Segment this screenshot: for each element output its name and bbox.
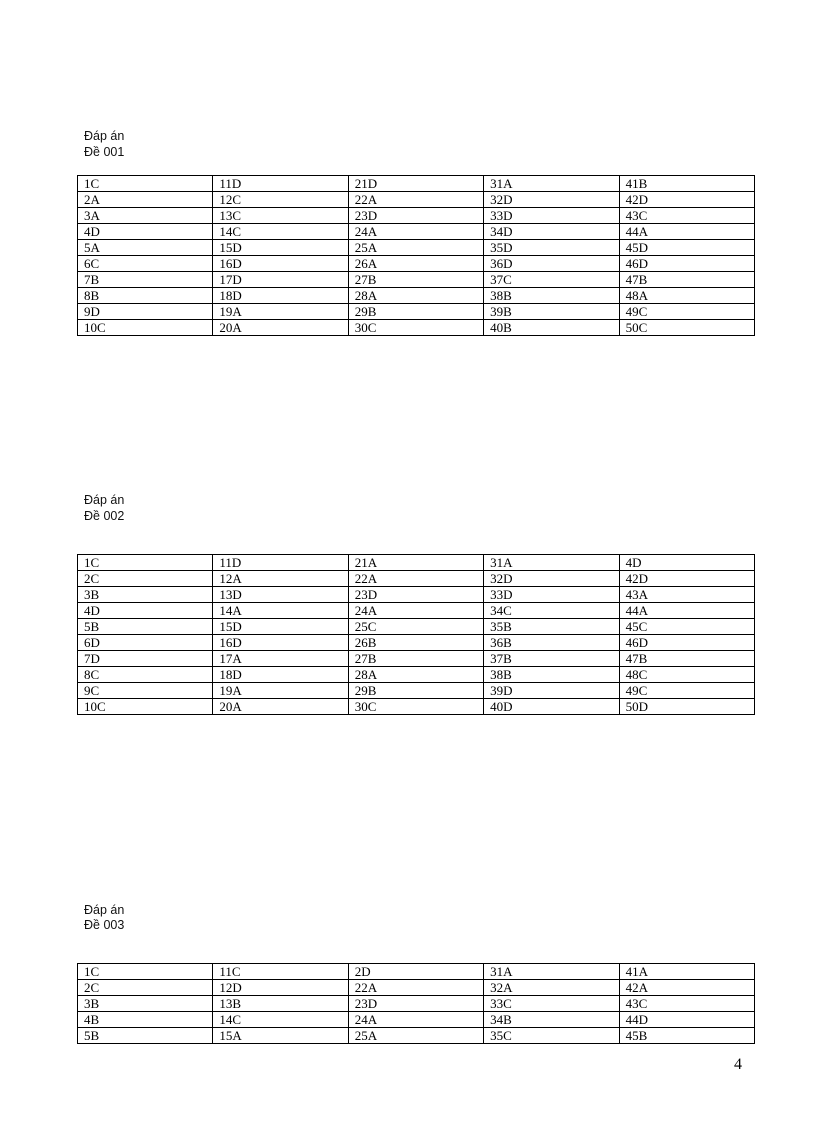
section-heading: Đáp án bbox=[84, 129, 125, 143]
answer-cell: 32D bbox=[484, 192, 619, 208]
answer-cell: 39B bbox=[484, 304, 619, 320]
answer-table bbox=[77, 554, 755, 715]
answer-cell: 20A bbox=[213, 699, 348, 715]
table-row bbox=[78, 683, 755, 699]
answer-cell: 4B bbox=[78, 1012, 213, 1028]
table-row bbox=[78, 272, 755, 288]
answer-cell: 13C bbox=[213, 208, 348, 224]
table-row bbox=[78, 699, 755, 715]
answer-cell: 12C bbox=[213, 192, 348, 208]
answer-cell: 44A bbox=[619, 224, 754, 240]
answer-cell: 42D bbox=[619, 192, 754, 208]
answer-cell: 46D bbox=[619, 635, 754, 651]
answer-cell: 19A bbox=[213, 304, 348, 320]
answer-cell: 24A bbox=[348, 1012, 483, 1028]
answer-cell: 23D bbox=[348, 208, 483, 224]
answer-cell: 33C bbox=[484, 996, 619, 1012]
answer-cell: 33D bbox=[484, 587, 619, 603]
answer-cell: 40D bbox=[484, 699, 619, 715]
answer-cell: 21D bbox=[348, 176, 483, 192]
answer-cell: 47B bbox=[619, 272, 754, 288]
answer-cell: 31A bbox=[484, 964, 619, 980]
answer-cell: 13D bbox=[213, 587, 348, 603]
answer-cell: 24A bbox=[348, 224, 483, 240]
answer-cell: 42A bbox=[619, 980, 754, 996]
answer-cell: 22A bbox=[348, 192, 483, 208]
answer-cell: 5B bbox=[78, 1028, 213, 1044]
answer-cell: 25A bbox=[348, 240, 483, 256]
answer-cell: 4D bbox=[78, 603, 213, 619]
answer-cell: 18D bbox=[213, 288, 348, 304]
answer-cell: 22A bbox=[348, 571, 483, 587]
answer-cell: 49C bbox=[619, 304, 754, 320]
answer-cell: 2A bbox=[78, 192, 213, 208]
answer-cell: 23D bbox=[348, 996, 483, 1012]
answer-cell: 29B bbox=[348, 683, 483, 699]
answer-cell: 2D bbox=[348, 964, 483, 980]
answer-cell: 3A bbox=[78, 208, 213, 224]
answer-cell: 38B bbox=[484, 288, 619, 304]
table-row bbox=[78, 651, 755, 667]
answer-cell: 13B bbox=[213, 996, 348, 1012]
answer-table bbox=[77, 175, 755, 336]
answer-table bbox=[77, 963, 755, 1044]
answer-cell: 11D bbox=[213, 555, 348, 571]
answer-cell: 16D bbox=[213, 635, 348, 651]
answer-cell: 8B bbox=[78, 288, 213, 304]
table-row bbox=[78, 304, 755, 320]
table-row bbox=[78, 176, 755, 192]
answer-cell: 50D bbox=[619, 699, 754, 715]
answer-cell: 35B bbox=[484, 619, 619, 635]
answer-cell: 50C bbox=[619, 320, 754, 336]
answer-cell: 21A bbox=[348, 555, 483, 571]
answer-cell: 47B bbox=[619, 651, 754, 667]
answer-cell: 5A bbox=[78, 240, 213, 256]
answer-cell: 2C bbox=[78, 980, 213, 996]
answer-cell: 40B bbox=[484, 320, 619, 336]
answer-cell: 23D bbox=[348, 587, 483, 603]
answer-cell: 37B bbox=[484, 651, 619, 667]
answer-cell: 11C bbox=[213, 964, 348, 980]
table-row bbox=[78, 240, 755, 256]
answer-cell: 37C bbox=[484, 272, 619, 288]
table-row bbox=[78, 208, 755, 224]
exam-code: Đề 003 bbox=[84, 918, 125, 932]
answer-cell: 36D bbox=[484, 256, 619, 272]
answer-cell: 28A bbox=[348, 667, 483, 683]
table-row bbox=[78, 964, 755, 980]
answer-cell: 4D bbox=[78, 224, 213, 240]
answer-cell: 44D bbox=[619, 1012, 754, 1028]
answer-cell: 27B bbox=[348, 272, 483, 288]
answer-cell: 14C bbox=[213, 224, 348, 240]
answer-cell: 25C bbox=[348, 619, 483, 635]
answer-cell: 11D bbox=[213, 176, 348, 192]
answer-cell: 24A bbox=[348, 603, 483, 619]
answer-cell: 42D bbox=[619, 571, 754, 587]
answer-cell: 45D bbox=[619, 240, 754, 256]
section-heading: Đáp án bbox=[84, 903, 125, 917]
answer-cell: 1C bbox=[78, 176, 213, 192]
answer-cell: 15A bbox=[213, 1028, 348, 1044]
answer-cell: 20A bbox=[213, 320, 348, 336]
table-row bbox=[78, 587, 755, 603]
answer-cell: 36B bbox=[484, 635, 619, 651]
table-row bbox=[78, 996, 755, 1012]
answer-cell: 10C bbox=[78, 320, 213, 336]
answer-cell: 12D bbox=[213, 980, 348, 996]
table-row bbox=[78, 619, 755, 635]
answer-cell: 12A bbox=[213, 571, 348, 587]
answer-cell: 25A bbox=[348, 1028, 483, 1044]
answer-cell: 14A bbox=[213, 603, 348, 619]
table-row bbox=[78, 635, 755, 651]
answer-cell: 30C bbox=[348, 320, 483, 336]
section-heading: Đáp án bbox=[84, 493, 125, 507]
answer-cell: 16D bbox=[213, 256, 348, 272]
answer-cell: 28A bbox=[348, 288, 483, 304]
answer-cell: 17A bbox=[213, 651, 348, 667]
answer-cell: 35C bbox=[484, 1028, 619, 1044]
table-row bbox=[78, 980, 755, 996]
answer-cell: 15D bbox=[213, 240, 348, 256]
answer-cell: 33D bbox=[484, 208, 619, 224]
answer-cell: 43C bbox=[619, 208, 754, 224]
exam-code: Đề 002 bbox=[84, 509, 125, 523]
table-row bbox=[78, 555, 755, 571]
answer-cell: 9C bbox=[78, 683, 213, 699]
answer-cell: 3B bbox=[78, 587, 213, 603]
answer-cell: 30C bbox=[348, 699, 483, 715]
answer-cell: 2C bbox=[78, 571, 213, 587]
answer-cell: 5B bbox=[78, 619, 213, 635]
answer-cell: 32D bbox=[484, 571, 619, 587]
table-row bbox=[78, 224, 755, 240]
table-row bbox=[78, 288, 755, 304]
answer-cell: 41A bbox=[619, 964, 754, 980]
answer-cell: 7B bbox=[78, 272, 213, 288]
page-number: 4 bbox=[734, 1056, 742, 1073]
answer-cell: 49C bbox=[619, 683, 754, 699]
answer-cell: 7D bbox=[78, 651, 213, 667]
answer-cell: 45C bbox=[619, 619, 754, 635]
answer-cell: 41B bbox=[619, 176, 754, 192]
answer-cell: 29B bbox=[348, 304, 483, 320]
table-row bbox=[78, 1012, 755, 1028]
answer-cell: 46D bbox=[619, 256, 754, 272]
answer-cell: 34B bbox=[484, 1012, 619, 1028]
answer-cell: 38B bbox=[484, 667, 619, 683]
answer-cell: 4D bbox=[619, 555, 754, 571]
answer-cell: 18D bbox=[213, 667, 348, 683]
answer-cell: 1C bbox=[78, 555, 213, 571]
answer-cell: 43A bbox=[619, 587, 754, 603]
exam-code: Đề 001 bbox=[84, 145, 125, 159]
answer-cell: 45B bbox=[619, 1028, 754, 1044]
answer-cell: 14C bbox=[213, 1012, 348, 1028]
answer-cell: 1C bbox=[78, 964, 213, 980]
answer-cell: 8C bbox=[78, 667, 213, 683]
answer-cell: 9D bbox=[78, 304, 213, 320]
answer-cell: 19A bbox=[213, 683, 348, 699]
answer-cell: 31A bbox=[484, 176, 619, 192]
table-row bbox=[78, 192, 755, 208]
answer-cell: 48A bbox=[619, 288, 754, 304]
answer-cell: 34C bbox=[484, 603, 619, 619]
answer-cell: 10C bbox=[78, 699, 213, 715]
answer-cell: 43C bbox=[619, 996, 754, 1012]
answer-cell: 26A bbox=[348, 256, 483, 272]
answer-cell: 27B bbox=[348, 651, 483, 667]
table-row bbox=[78, 256, 755, 272]
table-row bbox=[78, 320, 755, 336]
answer-cell: 32A bbox=[484, 980, 619, 996]
answer-cell: 31A bbox=[484, 555, 619, 571]
table-row bbox=[78, 1028, 755, 1044]
table-row bbox=[78, 571, 755, 587]
answer-cell: 6D bbox=[78, 635, 213, 651]
answer-cell: 17D bbox=[213, 272, 348, 288]
answer-cell: 22A bbox=[348, 980, 483, 996]
table-row bbox=[78, 603, 755, 619]
answer-cell: 26B bbox=[348, 635, 483, 651]
answer-cell: 3B bbox=[78, 996, 213, 1012]
answer-cell: 6C bbox=[78, 256, 213, 272]
answer-cell: 39D bbox=[484, 683, 619, 699]
table-row bbox=[78, 667, 755, 683]
answer-cell: 34D bbox=[484, 224, 619, 240]
answer-cell: 15D bbox=[213, 619, 348, 635]
answer-cell: 35D bbox=[484, 240, 619, 256]
answer-cell: 48C bbox=[619, 667, 754, 683]
answer-cell: 44A bbox=[619, 603, 754, 619]
